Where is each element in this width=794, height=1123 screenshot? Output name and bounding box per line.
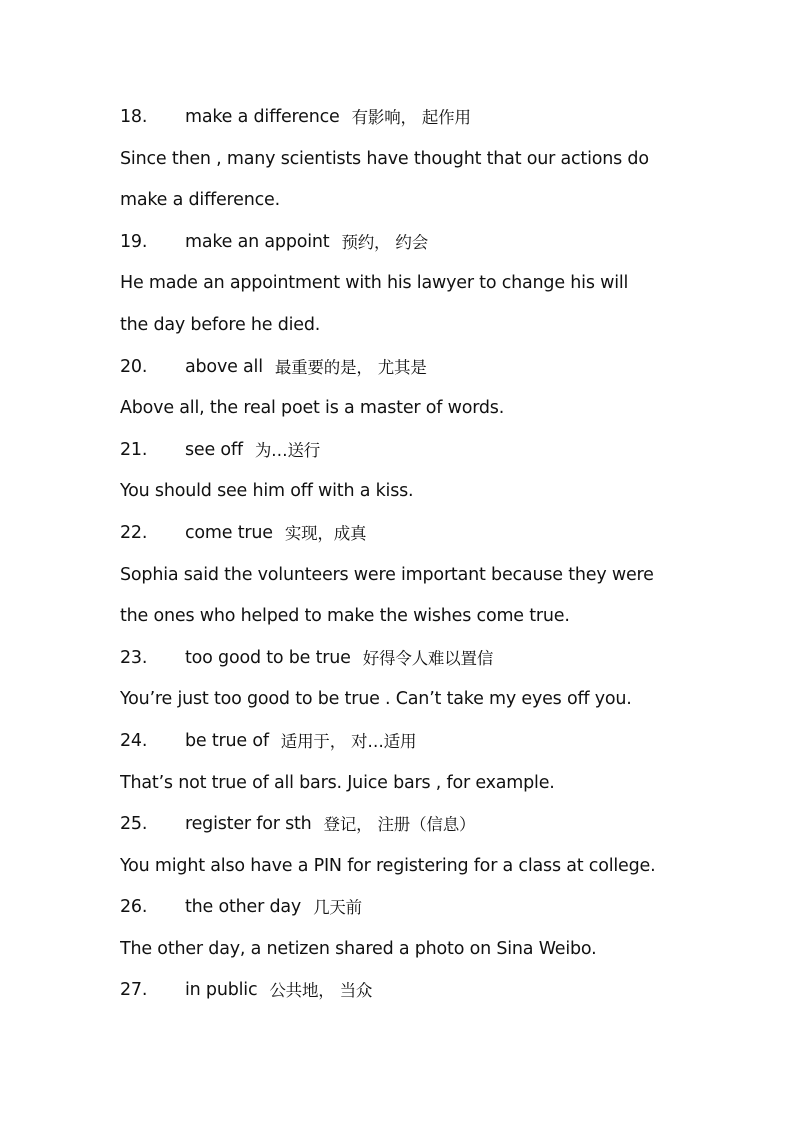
example-sentence-line: You’re just too good to be true . Can’t take my eyes off you. [120, 689, 632, 710]
example-sentence-line: That’s not true of all bars. Juice bars , for example. [120, 772, 555, 793]
entry-chinese-gloss: 最重要的是， 尤其是 [274, 357, 427, 377]
phrase-entry-heading [120, 638, 680, 680]
entry-chinese-gloss: 有影响， 起作用 [351, 108, 471, 127]
entry-chinese-gloss: 适用于， 对…适用 [280, 731, 417, 751]
entry-phrase: above all [185, 356, 263, 377]
entry-chinese-gloss: 实现，成真 [284, 523, 367, 543]
example-sentence-line: He made an appointment with his lawyer to change his will [120, 273, 629, 294]
example-sentence-line: the day before he died. [120, 314, 321, 335]
entry-number: 21. [120, 439, 148, 460]
example-sentence-line: You might also have a PIN for registering for a class at college. [120, 855, 656, 876]
entry-phrase: see off [185, 439, 243, 460]
phrase-entry-heading [120, 721, 680, 763]
entry-number: 20. [120, 356, 148, 377]
phrase-entry-heading [120, 222, 680, 264]
phrase-entry-heading [120, 347, 680, 389]
entry-phrase: in public [185, 980, 258, 1001]
entry-number: 19. [120, 231, 148, 252]
example-sentence-line: the ones who helped to make the wishes come true. [120, 606, 570, 627]
phrase-entry-heading [120, 513, 680, 555]
entry-number: 25. [120, 814, 148, 835]
entry-number: 24. [120, 730, 148, 751]
entry-chinese-gloss: 预约， 约会 [341, 232, 428, 252]
entry-phrase: make an appoint [185, 231, 330, 252]
entry-number: 22. [120, 522, 148, 543]
phrase-entry-heading [120, 970, 680, 1012]
entry-chinese-gloss: 公共地， 当众 [269, 981, 373, 1001]
phrase-entry-heading [120, 430, 680, 472]
example-sentence-line: Sophia said the volunteers were important because they were [120, 564, 654, 585]
entry-phrase: make a difference [185, 107, 340, 127]
entry-phrase: too good to be true [185, 647, 351, 668]
phrase-entry-heading [120, 887, 680, 929]
entry-number: 27. [120, 980, 148, 1001]
entry-number: 26. [120, 897, 148, 918]
entry-phrase: register for sth [185, 814, 312, 835]
example-sentence-line: You should see him off with a kiss. [120, 481, 414, 502]
entry-chinese-gloss: 登记， 注册（信息） [323, 815, 476, 835]
entry-chinese-gloss: 几天前 [313, 898, 362, 918]
entry-phrase: be true of [185, 730, 269, 751]
entry-phrase: the other day [185, 897, 302, 918]
entry-phrase: come true [185, 522, 273, 543]
entry-chinese-gloss: 为…送行 [254, 440, 321, 460]
example-sentence-line: Since then , many scientists have thought that our actions do [120, 148, 649, 169]
example-sentence-line: The other day, a netizen shared a photo on Sina Weibo. [120, 938, 597, 959]
phrase-list [120, 97, 680, 1012]
example-sentence-line: make a difference. [120, 190, 280, 211]
phrase-entry-heading [120, 804, 680, 846]
phrase-entry-heading [120, 97, 680, 139]
example-sentence-line: Above all, the real poet is a master of words. [120, 398, 505, 419]
entry-chinese-gloss: 好得令人难以置信 [362, 648, 494, 668]
entry-number: 18. [120, 107, 148, 127]
entry-number: 23. [120, 647, 148, 668]
